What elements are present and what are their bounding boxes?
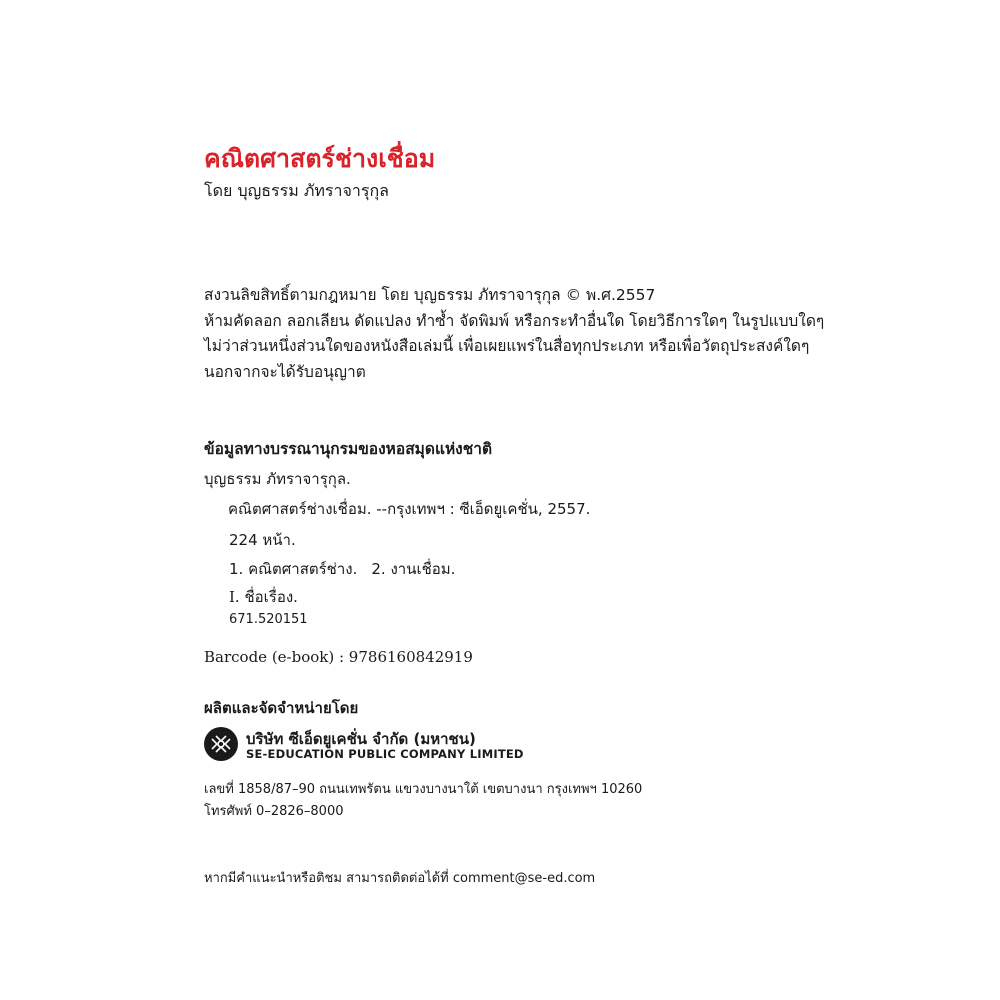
publisher-phone: โทรศัพท์ 0–2826–8000	[204, 804, 344, 819]
catalog-pages: 224 หน้า.	[229, 531, 296, 549]
catalog-subject: 1. คณิตศาสตร์ช่าง.	[229, 560, 358, 578]
copyright-line: ไม่ว่าส่วนหนึ่งส่วนใดของหนังสือเล่มนี้ เพื่อเผยแพร่ในสื่อทุกประเภท หรือเพื่อวัตถุประสงค์ใดๆ	[204, 337, 810, 355]
copyright-line: สงวนลิขสิทธิ์ตามกฎหมาย โดย บุญธรรม ภัทราจารุกุล © พ.ศ.2557	[204, 286, 656, 304]
se-ed-logo-icon	[204, 727, 238, 761]
catalog-subject: 2. งานเชื่อม.	[371, 560, 456, 578]
catalog-subjects	[229, 557, 455, 581]
catalog-classification: 671.520151	[229, 612, 308, 627]
copyright-line: ห้ามคัดลอก ลอกเลียน ดัดแปลง ทำซ้ำ จัดพิมพ์ หรือกระทำอื่นใด โดยวิธีการใดๆ ในรูปแบบใดๆ	[204, 311, 825, 330]
catalog-heading: ข้อมูลทางบรรณานุกรมของหอสมุดแห่งชาติ	[204, 439, 493, 458]
company-name-thai: บริษัท ซีเอ็ดยูเคชั่น จำกัด (มหาชน)	[246, 730, 476, 748]
catalog-title-line: คณิตศาสตร์ช่างเชื่อม. --กรุงเทพฯ : ซีเอ็ดยูเคชั่น, 2557.	[228, 500, 591, 518]
company-name-english: SE-EDUCATION PUBLIC COMPANY LIMITED	[246, 747, 524, 761]
catalog-title-entry	[229, 585, 298, 609]
catalog-title-numeral: I.	[229, 588, 240, 606]
copyright-notice	[204, 283, 824, 385]
author-line: โดย บุญธรรม ภัทราจารุกุล	[204, 181, 389, 200]
publisher-address: เลขที่ 1858/87–90 ถนนเทพรัตน แขวงบางนาใต้ เขตบางนา กรุงเทพฯ 10260	[204, 782, 643, 797]
copyright-line: นอกจากจะได้รับอนุญาต	[204, 362, 366, 381]
barcode-line: Barcode (e-book) : 9786160842919	[204, 648, 473, 666]
catalog-title-text: ชื่อเรื่อง.	[239, 588, 298, 606]
book-title: คณิตศาสตร์ช่างเชื่อม	[204, 144, 436, 173]
catalog-author: บุญธรรม ภัทราจารุกุล.	[204, 470, 351, 488]
producer-heading: ผลิตและจัดจำหน่ายโดย	[204, 699, 359, 717]
contact-line: หากมีคำแนะนำหรือติชม สามารถติดต่อได้ที่ comment@se-ed.com	[204, 871, 596, 886]
